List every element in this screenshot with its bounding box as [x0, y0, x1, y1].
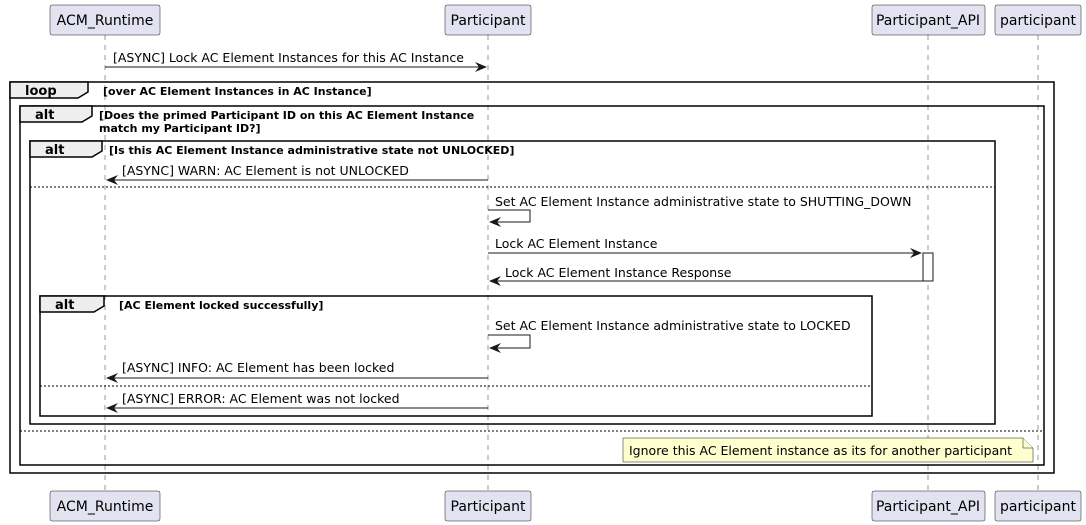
activation-bar-participant-api: [923, 253, 933, 281]
alt-outer-keyword: alt: [35, 108, 55, 123]
alt-inner-condition: [AC Element locked successfully]: [119, 299, 324, 312]
message-error-not-locked: [107, 391, 488, 408]
message-warn-not-unlocked: [107, 163, 488, 180]
alt-middle-keyword: alt: [45, 143, 65, 158]
participant-api-bottom: [872, 491, 985, 521]
participant-acm-runtime-bottom: [50, 491, 160, 521]
participant-label: ACM_Runtime: [56, 499, 154, 515]
message-label: Set AC Element Instance administrative state to SHUTTING_DOWN: [495, 194, 912, 209]
participant-label: ACM_Runtime: [56, 13, 154, 29]
participant-label: Participant: [450, 13, 526, 29]
alt-outer-fragment: [20, 106, 1044, 465]
participant-participant-bottom: [445, 491, 531, 521]
participant-label: participant: [999, 499, 1077, 515]
participant-acm-runtime-top: [50, 5, 160, 35]
message-lock-request: [105, 50, 486, 67]
message-label: [ASYNC] INFO: AC Element has been locked: [122, 360, 395, 375]
participant-label: Participant_API: [875, 13, 981, 29]
alt-middle-fragment: [30, 141, 995, 424]
alt-inner-keyword: alt: [55, 298, 75, 313]
note-other-participant: [623, 438, 1033, 462]
participant-participant-top: [445, 5, 531, 35]
participant-label: Participant_API: [875, 499, 981, 515]
message-lock-element-response: [490, 265, 923, 281]
message-label: [ASYNC] WARN: AC Element is not UNLOCKED: [122, 163, 409, 178]
message-label: [ASYNC] Lock AC Element Instances for this AC Instance: [113, 50, 464, 65]
message-label: Set AC Element Instance administrative state to LOCKED: [495, 318, 851, 333]
participant-api-top: [872, 5, 985, 35]
alt-outer-condition-line1: [Does the primed Participant ID on this AC Element Instance: [99, 109, 475, 122]
participant-label: participant: [999, 13, 1077, 29]
message-label: Lock AC Element Instance Response: [505, 265, 732, 280]
message-set-locked: [488, 318, 851, 348]
participant-label: Participant: [450, 499, 526, 515]
message-label: Lock AC Element Instance: [495, 236, 658, 251]
alt-outer-condition-line2: match my Participant ID?]: [99, 122, 261, 135]
message-set-shutting-down: [488, 194, 912, 222]
message-info-locked: [107, 360, 488, 378]
alt-middle-condition: [Is this AC Element Instance administrative state not UNLOCKED]: [109, 144, 515, 157]
participant-other-top: [995, 5, 1081, 35]
message-lock-element: [488, 236, 921, 253]
loop-condition: [over AC Element Instances in AC Instance]: [103, 85, 372, 98]
loop-keyword: loop: [25, 84, 57, 99]
message-label: [ASYNC] ERROR: AC Element was not locked: [122, 391, 400, 406]
note-text: Ignore this AC Element instance as its for another participant: [629, 443, 1013, 458]
participant-other-bottom: [995, 491, 1081, 521]
